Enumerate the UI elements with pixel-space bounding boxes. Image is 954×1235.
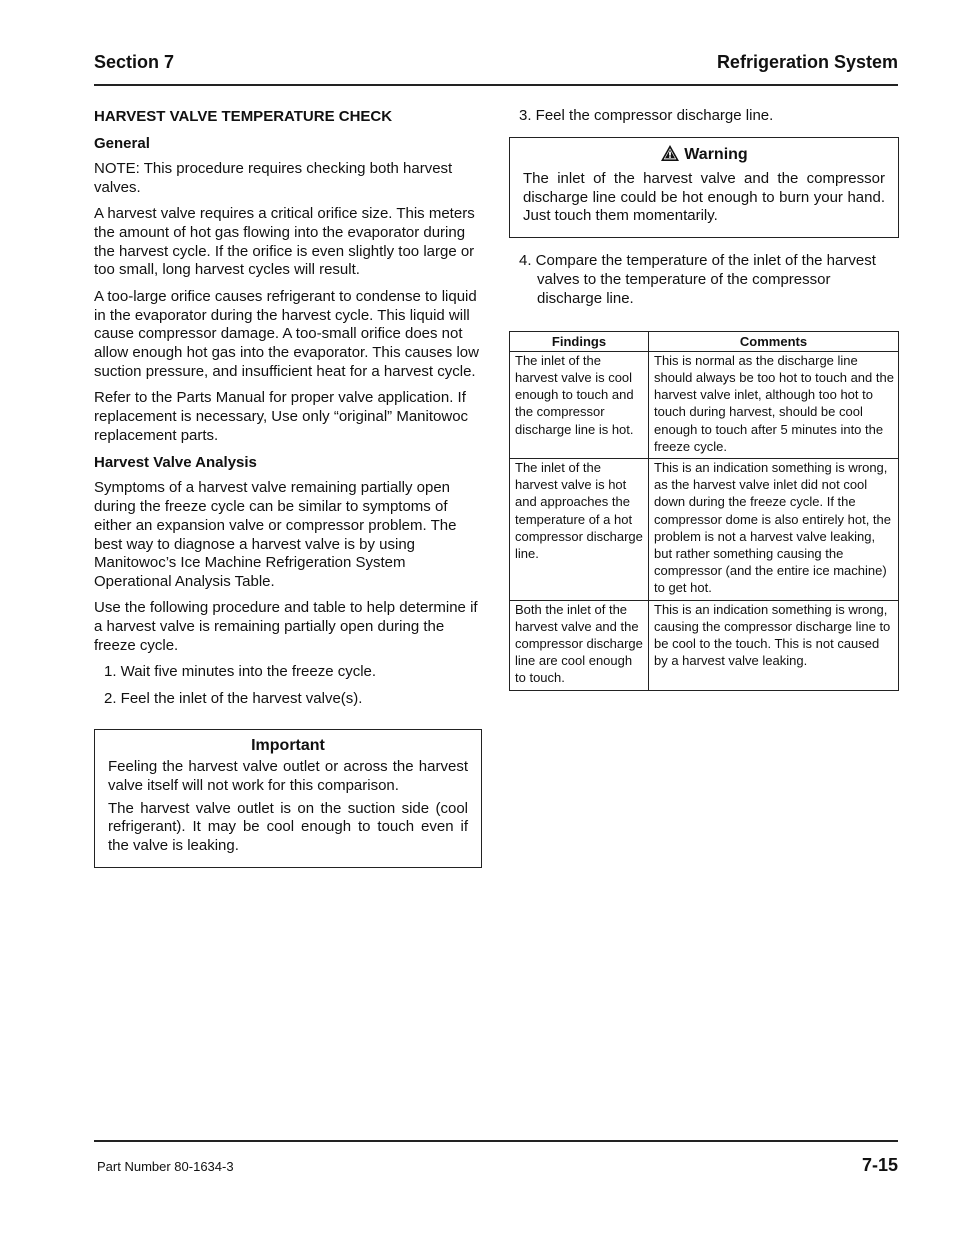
important-paragraph: The harvest valve outlet is on the suction side (cool refrigerant). It may be cool enough to touch even if the valve is leaking. <box>108 799 468 855</box>
table-row <box>510 600 899 690</box>
findings-table <box>509 331 899 691</box>
parts-manual-paragraph: Refer to the Parts Manual for proper valve application. If replacement is necessary, Use only “original” Manitowoc replacement parts. <box>94 389 469 444</box>
part-number: Part Number 80-1634-3 <box>97 1159 234 1174</box>
right-column <box>509 107 899 691</box>
step-1: 1. Wait five minutes into the freeze cycle. <box>104 663 377 681</box>
note-paragraph: NOTE: This procedure requires checking both harvest valves. <box>94 160 453 196</box>
important-title: Important <box>251 736 325 754</box>
symptoms-paragraph: Symptoms of a harvest valve remaining partially open during the freeze cycle can be similar to symptoms of either an expansion valve or compressor problem. The best way to diagnose a harvest valve is by using Manitowoc’s Ice Machine Refrigeration System Operational Analysis Table. <box>94 479 457 591</box>
step-3: 3. Feel the compressor discharge line. <box>519 107 774 124</box>
step-4: 4. Compare the temperature of the inlet of the harvest valves to the temperature of the compressor discharge line. <box>519 252 876 307</box>
page-number: 7-15 <box>861 1155 898 1175</box>
comments-header: Comments <box>649 331 899 351</box>
finding-cell: The inlet of the harvest valve is hot and approaches the temperature of a hot compressor discharge line. <box>510 459 649 601</box>
page-footer <box>94 1140 898 1175</box>
warning-title: Warning <box>684 145 748 163</box>
warning-text: The inlet of the harvest valve and the compressor discharge line could be hot enough to burn your hand. Just touch them momentarily. <box>523 169 885 225</box>
table-row <box>510 459 899 601</box>
important-box <box>94 729 482 868</box>
comment-cell: This is normal as the discharge line should always be too hot to touch and the harvest valve inlet, although too hot to touch during harvest, should be cool enough to touch after 5 minutes into the freeze cycle. <box>649 351 899 458</box>
page-title: Refrigeration System <box>716 52 898 72</box>
table-row <box>510 351 899 458</box>
warning-triangle-icon <box>660 144 680 168</box>
warning-box <box>509 137 899 238</box>
comment-cell: This is an indication something is wrong, causing the compressor discharge line to be cool to the touch. This is not caused by a harvest valve leaking. <box>649 600 899 690</box>
findings-header: Findings <box>510 331 649 351</box>
left-column <box>94 107 482 868</box>
general-subheading: General <box>94 135 150 152</box>
section-heading: HARVEST VALVE TEMPERATURE CHECK <box>94 108 393 125</box>
analysis-subheading: Harvest Valve Analysis <box>94 454 257 472</box>
step-2: 2. Feel the inlet of the harvest valve(s). <box>104 690 363 708</box>
orifice-paragraph: A harvest valve requires a critical orifice size. This meters the amount of hot gas flowing into the evaporator during the harvest cycle. If the orifice is even slightly too large or too small, long harvest cycles will result. <box>94 205 475 279</box>
comment-cell: This is an indication something is wrong, as the harvest valve inlet did not cool down during the freeze cycle. If the compressor dome is also entirely hot, the problem is not a harvest valve leaking, but rather something causing the compressor (and the entire ice machine) to get hot. <box>649 459 899 601</box>
section-label: Section 7 <box>94 52 175 72</box>
finding-cell: The inlet of the harvest valve is cool enough to touch and the compressor discharge line is hot. <box>510 351 649 458</box>
too-large-paragraph: A too-large orifice causes refrigerant to condense to liquid in the evaporator during the harvest cycle. This liquid will cause compressor damage. A too-small orifice does not allow enough hot gas into the evaporator. This causes low suction pressure, and insufficient heat for a harvest cycle. <box>94 287 479 380</box>
page-header <box>94 50 898 86</box>
table-header-row <box>510 331 899 351</box>
important-paragraph: Feeling the harvest valve outlet or across the harvest valve itself will not work for this comparison. <box>108 757 468 794</box>
procedure-paragraph: Use the following procedure and table to help determine if a harvest valve is remaining partially open during the freeze cycle. <box>94 599 478 655</box>
finding-cell: Both the inlet of the harvest valve and the compressor discharge line are cool enough to touch. <box>510 600 649 690</box>
warning-title-row <box>523 144 885 168</box>
